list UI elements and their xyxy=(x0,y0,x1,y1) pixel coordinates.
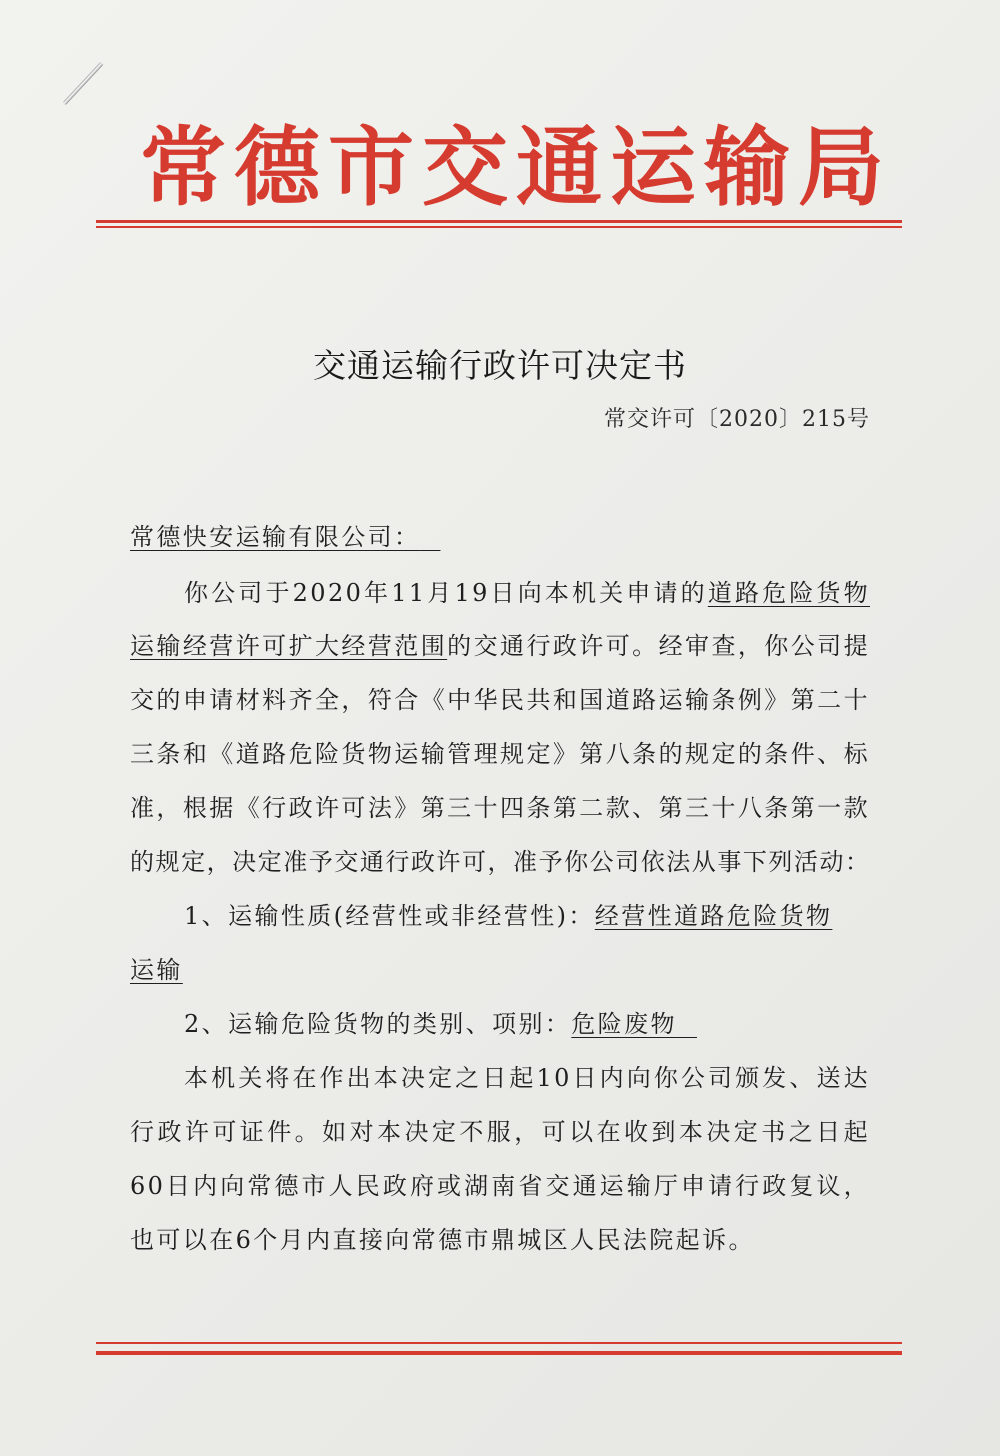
item2-value: 危险废物 xyxy=(571,1010,677,1038)
paragraph1-line1 xyxy=(184,576,870,610)
letterhead-rule-thin xyxy=(96,226,902,228)
document-title: 交通运输行政许可决定书 xyxy=(313,346,687,385)
paragraph1-line4: 三条和《道路危险货物运输管理规定》第八条的规定的条件、标 xyxy=(130,740,870,768)
item2-underline-pad xyxy=(677,1010,697,1038)
paragraph1-line1-text: 你公司于2020年11月19日向本机关申请的 xyxy=(184,579,708,607)
application-item-part2: 运输经营许可扩大经营范围 xyxy=(130,632,448,660)
item1-line2 xyxy=(130,953,870,987)
paragraph2-line3: 60日内向常德市人民政府或湖南省交通运输厅申请行政复议， xyxy=(130,1172,870,1200)
item1-label: 1、运输性质(经营性或非经营性)： xyxy=(184,902,595,930)
application-item-part1: 道路危险货物 xyxy=(707,579,870,607)
footer-rule-thick xyxy=(96,1351,902,1355)
paragraph1-line5: 准，根据《行政许可法》第三十四条第二款、第三十八条第一款 xyxy=(130,794,870,822)
footer-rule-thin xyxy=(96,1342,902,1344)
addressee-line xyxy=(130,520,870,554)
item2-line xyxy=(184,1007,870,1041)
item2-label: 2、运输危险货物的类别、项别： xyxy=(184,1010,572,1038)
paragraph2-line4: 也可以在6个月内直接向常德市鼎城区人民法院起诉。 xyxy=(130,1226,755,1254)
item1-value-part1: 经营性道路危险货物 xyxy=(594,902,833,930)
paragraph1-line3: 交的申请材料齐全，符合《中华民共和国道路运输条例》第二十 xyxy=(130,686,870,714)
paragraph1-line2-text: 的交通行政许可。经审查，你公司提 xyxy=(447,632,870,660)
paragraph1-line6: 的规定，决定准予交通行政许可，准予你公司依法从事下列活动： xyxy=(130,848,870,876)
addressee-underline-pad xyxy=(420,523,440,551)
paragraph2-line1: 本机关将在作出本决定之日起10日内向你公司颁发、送达 xyxy=(184,1064,870,1092)
addressee: 常德快安运输有限公司： xyxy=(130,523,421,551)
letterhead-title: 常德市交通运输局 xyxy=(140,117,892,218)
staple xyxy=(63,62,104,106)
item1-line1 xyxy=(184,899,870,933)
document-number: 常交许可〔2020〕215号 xyxy=(604,407,870,432)
letterhead-rule-thick xyxy=(96,220,902,223)
paragraph2-line2: 行政许可证件。如对本决定不服，可以在收到本决定书之日起 xyxy=(130,1118,870,1146)
item1-value-part2: 运输 xyxy=(130,956,183,984)
paragraph1-line2 xyxy=(130,629,870,663)
